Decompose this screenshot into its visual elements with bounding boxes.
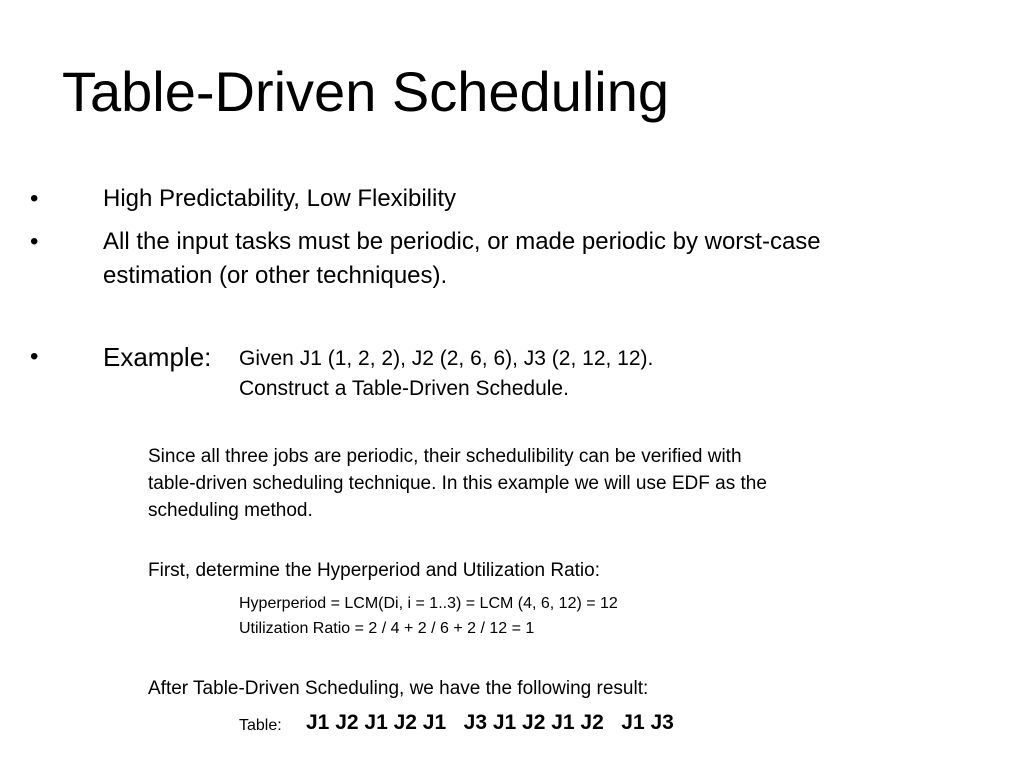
hyperperiod-formula: Hyperperiod = LCM(Di, i = 1..3) = LCM (4, 6, 12) = 12: [239, 595, 618, 612]
schedule-table-sequence: J1 J2 J1 J2 J1 J3 J1 J2 J1 J2 J1 J3: [306, 711, 674, 734]
explanation-line-2: table-driven scheduling technique. In this example we will use EDF as the: [148, 473, 767, 494]
explanation-line-1: Since all three jobs are periodic, their schedulibility can be verified with: [148, 446, 742, 467]
table-label: Table:: [239, 717, 282, 734]
example-given: Given J1 (1, 2, 2), J2 (2, 6, 6), J3 (2, 12, 12).: [239, 347, 654, 370]
example-label: Example:: [103, 342, 212, 372]
bullet-periodic-line-2: estimation (or other techniques).: [103, 262, 448, 289]
bullet-marker: •: [30, 228, 39, 255]
example-construct: Construct a Table-Driven Schedule.: [239, 377, 569, 400]
bullet-predictability: High Predictability, Low Flexibility: [103, 185, 457, 212]
result-intro: After Table-Driven Scheduling, we have the following result:: [148, 678, 649, 699]
utilization-formula: Utilization Ratio = 2 / 4 + 2 / 6 + 2 / 12 = 1: [239, 620, 535, 637]
bullet-periodic-line-1: All the input tasks must be periodic, or made periodic by worst-case: [103, 228, 821, 255]
first-step: First, determine the Hyperperiod and Utilization Ratio:: [148, 560, 600, 581]
bullet-marker: •: [30, 343, 39, 370]
explanation-line-3: scheduling method.: [148, 500, 313, 521]
slide-title: Table-Driven Scheduling: [62, 60, 670, 123]
bullet-marker: •: [30, 185, 39, 212]
